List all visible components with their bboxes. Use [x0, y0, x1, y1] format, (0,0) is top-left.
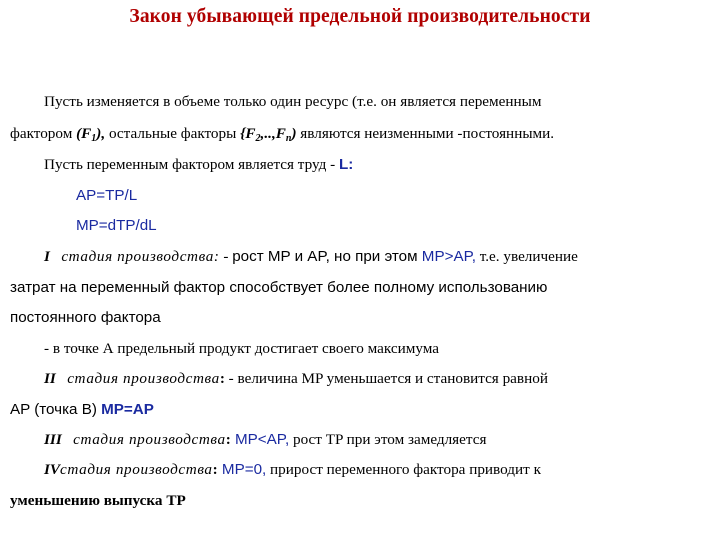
para2-line [44, 155, 353, 175]
stage2-line2 [10, 400, 154, 420]
variable-labor: L: [339, 156, 354, 173]
stage4-text: прирост переменного фактора приводит к [266, 461, 541, 478]
factor-f2-fn: $\{F_2,..,F_n)$ [240, 125, 297, 144]
stage1-condition: MP>AP, [421, 248, 476, 265]
formula-mp: MP=dTP/dL [76, 217, 157, 234]
stage1-dash: - [219, 248, 233, 265]
stage2-label: стадия производства [67, 370, 220, 387]
stage3-number: III [44, 431, 62, 448]
stage4-number: IV [44, 461, 61, 478]
stage1-line3: постоянного фактора [10, 309, 161, 326]
stage2-text-b: AP (точка В) [10, 401, 102, 418]
para1-line1 [44, 92, 541, 112]
stage3-label: стадия производства [73, 431, 226, 448]
stage1-line1 [44, 247, 578, 267]
slide-title: Закон убывающей предельной производительности [129, 6, 591, 27]
stage2-condition: MP=AP [101, 401, 154, 418]
para1-text-b: остальные факторы [105, 125, 241, 142]
stage3-line1: III стадия производства: MP<AP, рост TP при этом замедляется [44, 431, 487, 448]
para1-line2 [10, 124, 554, 149]
stage4-label: стадия производства [60, 461, 213, 478]
stage1-text-b: т.е. увеличение [475, 248, 578, 265]
stage1-number: I [44, 248, 50, 265]
stage2-number: II [44, 370, 56, 387]
stage1-line2: затрат на переменный фактор способствует более полному использованию [10, 279, 548, 296]
formula-ap: AP=TP/L [76, 187, 138, 204]
stage3-condition: MP<AP, [230, 431, 290, 448]
stage1-label: стадия производства: [61, 248, 220, 265]
stage2-text: - величина MP уменьшается и становится равной [224, 370, 548, 387]
stage4-line2: уменьшению выпуска TP [10, 492, 186, 509]
para1-text-c: являются неизменными -постоянными. [296, 125, 555, 142]
para1-text-a: фактором [10, 125, 77, 142]
stage2-line1: II стадия производства: - величина MP уменьшается и становится равной [44, 370, 548, 387]
para1-text: Пусть изменяется в объеме только один ресурс (т.е. он является переменным [44, 93, 542, 110]
para2-text: Пусть переменным фактором является труд - [44, 156, 340, 173]
stage1-text-a: рост MP и AP, но при этом [232, 248, 422, 265]
factor-f1: $(F_1)$, [76, 125, 106, 144]
stage1-line4: - в точке А предельный продукт достигает своего максимума [44, 340, 439, 357]
stage4-line1: IVстадия производства: MP=0, прирост переменного фактора приводит к [44, 461, 541, 478]
stage4-condition: MP=0, [217, 461, 267, 478]
stage3-text: рост TP при этом замедляется [289, 431, 487, 448]
